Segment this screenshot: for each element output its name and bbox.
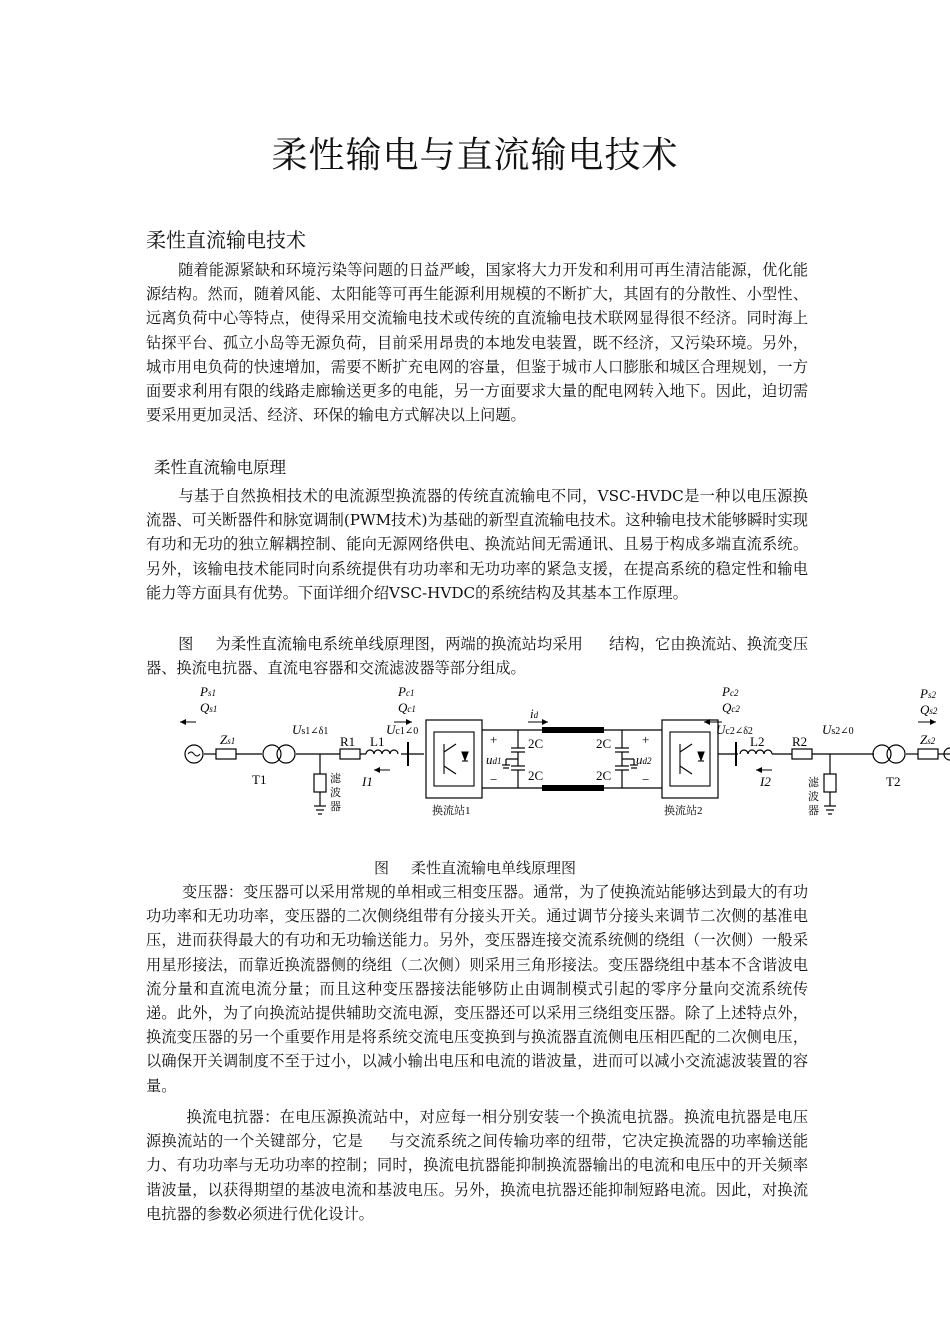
label-station-2: 换流站2: [664, 805, 703, 817]
document-title: 柔性输电与直流输电技术: [271, 135, 679, 176]
inductor-l2: [740, 750, 772, 754]
label-t2: T2: [886, 774, 901, 789]
label-filter-2c: 器: [808, 805, 819, 817]
label-id: id: [530, 706, 539, 721]
label-us1: Us1∠δ1: [292, 722, 329, 737]
paragraph-transformer: [146, 880, 808, 1098]
label-plus-2: +: [642, 732, 650, 747]
label-cap-2b: 2C: [596, 768, 612, 783]
paragraph-principle-text: 与基于自然换相技术的电流源型换流器的传统直流输电不同，VSC-HVDC是一种以电压源换流器、可关断器件和脉宽调制(PWM技术)为基础的新型直流输电技术。这种输电技术能够瞬时实现有功和无功的独立解耦控制、能向无源网络供电、换流站间无需通讯、且易于构成多端直流系统。另外，该输电技术能同时向系统提供有功功率和无功功率的紧急支援，在提高系统的稳定性和输电能力等方面具有优势。下面详细介绍VSC-HVDC的系统结构及其基本工作原理。: [146, 487, 808, 602]
label-i1: I1: [362, 774, 373, 789]
label-filter-2b: 波: [808, 791, 819, 803]
impedance-zs2: [918, 749, 938, 759]
label-ps1: Ps1: [200, 684, 216, 699]
label-ps2: Ps2: [920, 686, 936, 701]
label-minus-1: −: [490, 772, 498, 787]
paragraph-reactor: [146, 1105, 808, 1226]
label-l2: L2: [750, 734, 765, 749]
label-zs1: Zs1: [220, 732, 236, 747]
label-qc1: Qc1: [398, 700, 416, 715]
figure-ref-label: 图: [178, 635, 194, 653]
label-qs1: Qs1: [200, 700, 218, 715]
ac-filter-1: [314, 774, 326, 792]
label-t1: T1: [252, 772, 267, 787]
impedance-zs1: [216, 749, 236, 759]
figure-caption-text: 柔性直流输电单线原理图: [411, 859, 577, 877]
section-heading-flexible-dc: 柔性直流输电技术: [146, 228, 306, 252]
label-uc1: Uc1∠0: [386, 722, 419, 737]
reactor-text-1: ：在电压源换流站中，对应每一相分别安装一个换流电抗器。换流电抗器是电压源换流站的一个关键部分，它是: [146, 1108, 809, 1151]
dc-cable-positive: [542, 727, 604, 733]
figure-caption-label: 图: [373, 859, 389, 877]
label-filter-1b: 波: [330, 787, 341, 799]
paragraph-figure-ref: [146, 632, 808, 680]
section-heading-principle: 柔性直流输电原理: [154, 458, 286, 477]
inductor-l1: [366, 750, 398, 754]
label-us2: Us2∠0: [822, 722, 854, 737]
figure-ref-text-1: 为柔性直流输电系统单线原理图，两端的换流站均采用: [215, 635, 583, 653]
reactor-term: 换流电抗器: [186, 1108, 265, 1126]
label-cap-1a: 2C: [528, 736, 544, 751]
label-qc2: Qc2: [722, 700, 740, 715]
label-cap-2a: 2C: [596, 736, 612, 751]
label-l1: L1: [370, 734, 385, 749]
paragraph-principle: [146, 484, 808, 605]
resistor-r2: [792, 749, 812, 759]
transformer-text: ：变压器可以采用常规的单相或三相变压器。通常，为了使换流站能够达到最大的有功功功率和无功功率，变压器的二次侧绕组带有分接头开关。通过调节分接头来调节二次侧的基准电压，进而获得最大的有功和无功输送能力。另外，变压器连接交流系统侧的绕组（一次侧）一般采用星形接法，而靠近换流器侧的绕组（二次侧）则采用三角形接法。变压器绕组中基本不含谐波电流分量和直流电流分量；而且这种变压器接法能够防止由调制模式引起的零序分量向交流系统传递。此外，为了向换流站提供辅助交流电源，变压器还可以采用三绕组变压器。除了上述特点外，换流变压器的另一个重要作用是将系统交流电压变换到与换流器直流侧电压相匹配的二次侧电压，以确保开关调制度不至于过小，以减小输出电压和电流的谐波量，进而可以减小交流滤波装置的容量。: [146, 883, 809, 1095]
label-filter-1a: 滤: [330, 773, 341, 785]
resistor-r1: [340, 749, 360, 759]
label-filter-1c: 器: [330, 801, 341, 813]
figure-ref-text-2: 结构，它由换流站、换流变压器、换流电抗器、直流电容器和交流滤波器等部分组成。: [146, 635, 809, 678]
label-i2: I2: [760, 774, 771, 789]
reactor-text-2: 与交流系统之间传输功率的纽带，它决定换流器的功率输送能力、有功功率与无功功率的控制；同时，换流电抗器能抑制换流器输出的电流和电压中的开关频率谐波量，以获得期望的基波电流和基波电压。另外，换流电抗器还能抑制短路电流。因此，对换流电抗器的参数必须进行优化设计。: [146, 1132, 809, 1223]
label-ud1: ud1: [486, 752, 502, 767]
label-pc2: Pc2: [722, 684, 739, 699]
transformer-term: 变压器: [182, 883, 228, 901]
dc-cable-negative: [542, 785, 604, 791]
label-qs2: Qs2: [920, 702, 938, 717]
label-ud2: ud2: [636, 752, 652, 767]
label-filter-2a: 滤: [808, 777, 819, 789]
label-minus-2: −: [642, 772, 650, 787]
paragraph-intro-text: 随着能源紧缺和环境污染等问题的日益严峻，国家将大力开发和利用可再生清洁能源，优化能源结构。然而，随着风能、太阳能等可再生能源利用规模的不断扩大，其固有的分散性、小型性、远离负荷中心等特点，使得采用交流输电技术或传统的直流输电技术联网显得很不经济。同时海上钻探平台、孤立小岛等无源负荷，目前采用昂贵的本地发电装置，既不经济，又污染环境。另外，城市用电负荷的快速增加，需要不断扩充电网的容量，但鉴于城市人口膨胀和城区合理规划，一方面要求利用有限的线路走廊输送更多的电能，另一方面要求大量的配电网转入地下。因此，迫切需要采用更加灵活、经济、环保的输电方式解决以上问题。: [146, 261, 808, 425]
label-pc1: Pc1: [398, 684, 415, 699]
transformer-t1-icon: [263, 745, 281, 763]
figure-caption: [0, 857, 950, 879]
ac-filter-2: [824, 774, 836, 792]
label-station-1: 换流站1: [432, 805, 471, 817]
vsc-hvdc-single-line-diagram: [176, 682, 950, 832]
label-r1: R1: [340, 734, 356, 749]
transformer-t2-icon: [873, 745, 891, 763]
label-cap-1b: 2C: [528, 768, 544, 783]
label-plus-1: +: [490, 732, 498, 747]
label-r2: R2: [792, 734, 808, 749]
label-uc2: Uc2∠δ2: [716, 722, 753, 737]
label-zs2: Zs2: [920, 732, 936, 747]
paragraph-intro: [146, 258, 808, 427]
